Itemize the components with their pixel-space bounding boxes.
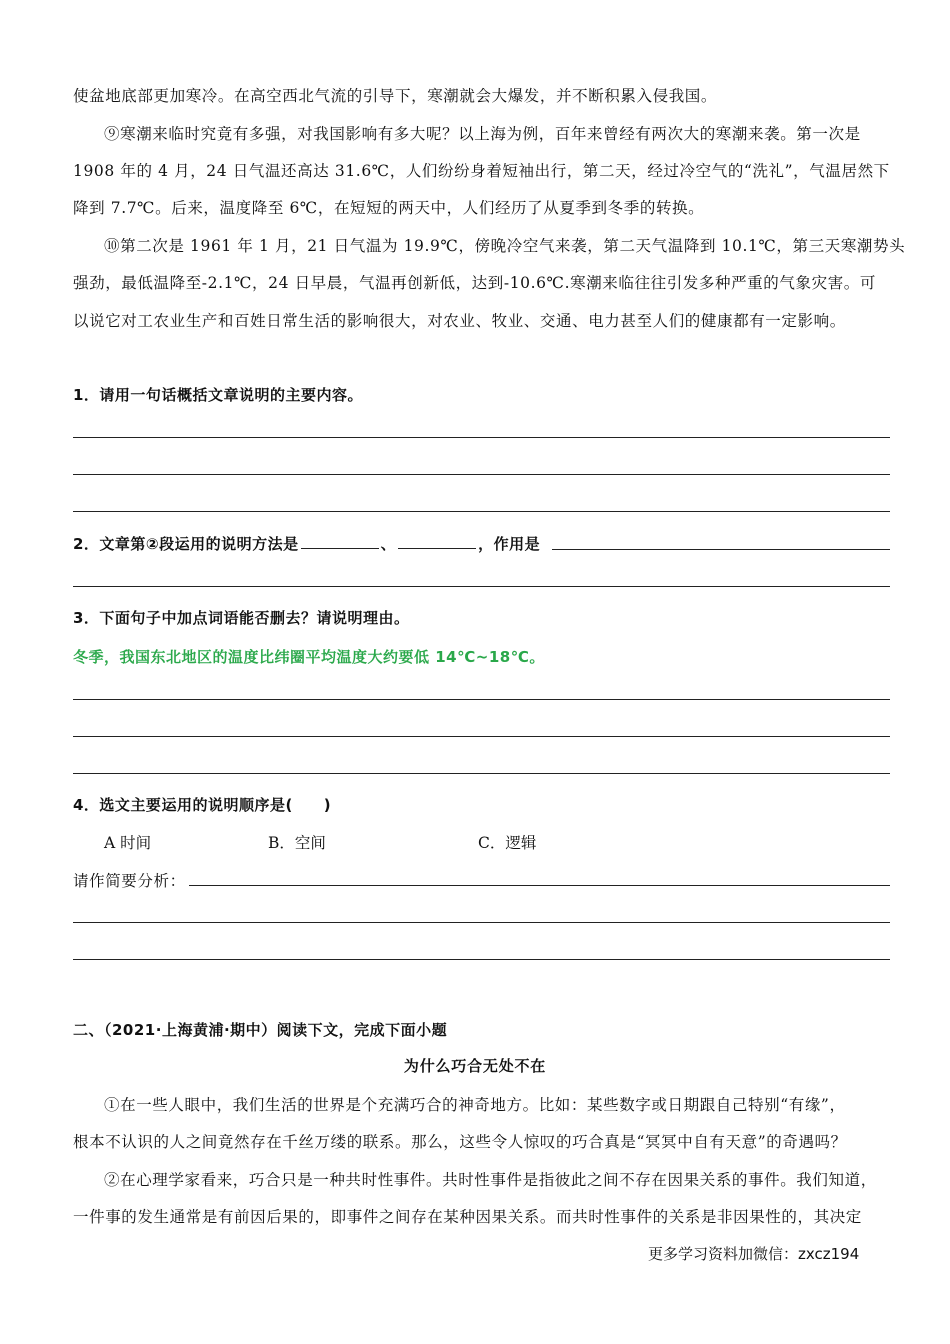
passage-line: 强劲，最低温降至-2.1℃，24 日早晨，气温再创新低，达到-10.6℃.寒潮来临往往引发多种严重的气象灾害。可: [73, 274, 876, 292]
article-title: 为什么巧合无处不在: [403, 1057, 547, 1075]
passage-line: 使盆地底部更加寒冷。在高空西北气流的引导下，寒潮就会大爆发，并不断积累入侵我国。: [73, 87, 718, 105]
question-2-text: 2．文章第②段运用的说明方法是: [73, 535, 299, 553]
footer-note: 更多学习资料加微信：zxcz194: [648, 1245, 860, 1263]
option-a[interactable]: A 时间: [104, 834, 152, 852]
passage-line: 降到 7.7℃。后来，温度降至 6℃，在短短的两天中，人们经历了从夏季到冬季的转换。: [73, 199, 705, 217]
article-line: ②在心理学家看来，巧合只是一种共时性事件。共时性事件是指彼此之间不存在因果关系的事件。我们知道，: [104, 1171, 877, 1189]
answer-line-effect[interactable]: [552, 549, 890, 550]
option-b[interactable]: B．空间: [268, 834, 326, 852]
analysis-label: 请作简要分析：: [73, 872, 186, 890]
answer-line[interactable]: [73, 959, 890, 960]
question-1: 1．请用一句话概括文章说明的主要内容。: [73, 386, 363, 404]
answer-line[interactable]: [73, 736, 890, 737]
answer-line[interactable]: [73, 586, 890, 587]
article-line: ①在一些人眼中，我们生活的世界是个充满巧合的神奇地方。比如：某些数字或日期跟自己特别“有缘”，: [104, 1096, 846, 1114]
answer-line[interactable]: [73, 437, 890, 438]
question-3-sentence: 冬季，我国东北地区的温度比纬圈平均温度大约要低 14℃~18℃。: [73, 648, 545, 666]
passage-line: ⑨寒潮来临时究竟有多强，对我国影响有多大呢？以上海为例，百年来曾经有两次大的寒潮来袭。第一次是: [104, 125, 861, 143]
blank-method-1[interactable]: [301, 534, 379, 549]
option-c[interactable]: C．逻辑: [478, 834, 537, 852]
question-2-sep: 、: [380, 535, 397, 553]
answer-line[interactable]: [73, 511, 890, 512]
section-2-heading: 二、（2021·上海黄浦·期中）阅读下文，完成下面小题: [73, 1021, 448, 1039]
answer-line[interactable]: [73, 922, 890, 923]
passage-line: ⑩第二次是 1961 年 1 月，21 日气温为 19.9℃，傍晚冷空气来袭，第二天气温降到 10.1℃，第三天寒潮势头: [104, 237, 906, 255]
passage-line: 以说它对工农业生产和百姓日常生活的影响很大，对农业、牧业、交通、电力甚至人们的健康都有一定影响。: [73, 312, 846, 330]
answer-line[interactable]: [73, 474, 890, 475]
question-2: [73, 533, 540, 554]
question-3: 3．下面句子中加点词语能否删去？请说明理由。: [73, 609, 410, 627]
article-line: 根本不认识的人之间竟然存在千丝万缕的联系。那么，这些令人惊叹的巧合真是“冥冥中自有天意”的奇遇吗？: [73, 1133, 847, 1151]
question-4: 4．选文主要运用的说明顺序是( ): [73, 796, 332, 814]
answer-line-analysis[interactable]: [189, 885, 890, 886]
blank-method-2[interactable]: [398, 534, 476, 549]
question-2-effect: ，作用是: [478, 535, 541, 553]
passage-line: 1908 年的 4 月，24 日气温还高达 31.6℃，人们纷纷身着短袖出行，第二天，经过冷空气的“洗礼”，气温居然下: [73, 162, 890, 180]
answer-line[interactable]: [73, 699, 890, 700]
article-line: 一件事的发生通常是有前因后果的，即事件之间存在某种因果关系。而共时性事件的关系是非因果性的，其决定: [73, 1208, 862, 1226]
answer-line[interactable]: [73, 773, 890, 774]
